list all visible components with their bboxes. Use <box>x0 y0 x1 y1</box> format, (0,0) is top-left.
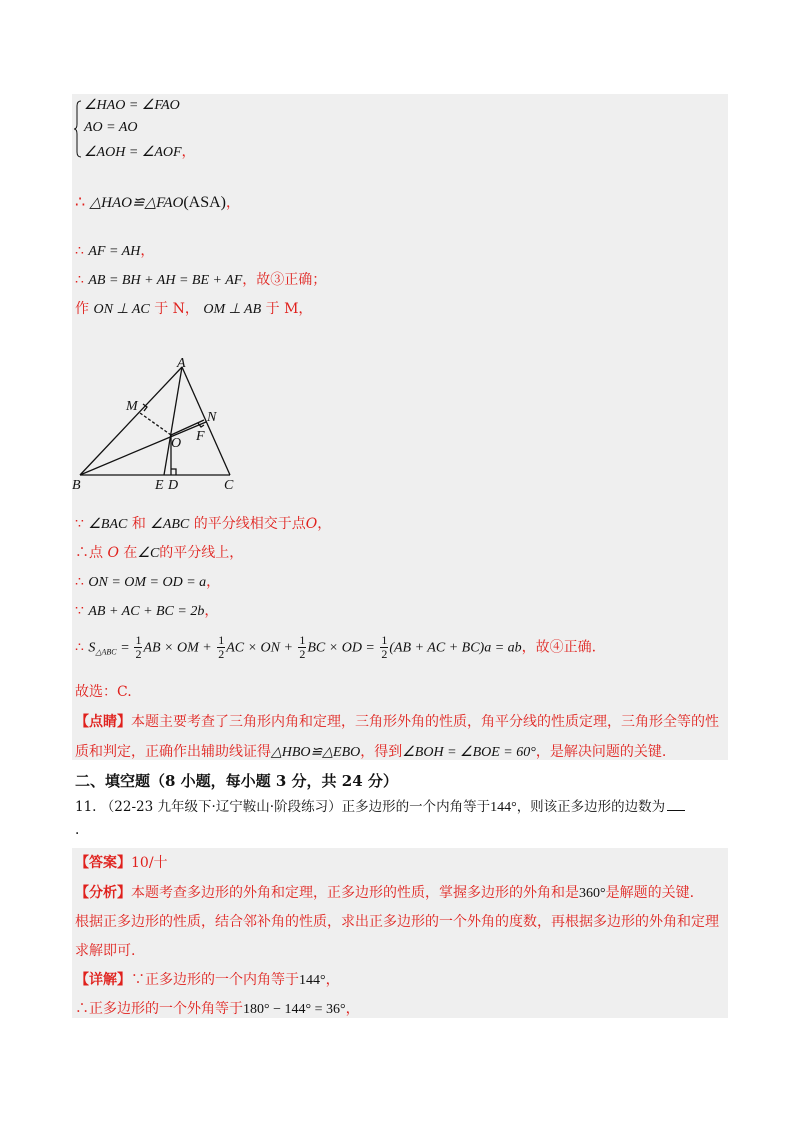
triangle-figure <box>70 355 250 495</box>
fraction-half-4: $\frac{1}{2}$ <box>381 633 388 661</box>
side-ac <box>182 367 230 475</box>
label-d: D <box>168 478 179 493</box>
detail-line-1: 【详解】∵正多边形的一个内角等于144°， <box>75 972 340 988</box>
analysis-line-2: 根据正多边形的性质，结合邻补角的性质，求出正多边形的一个外角的度数，再根据多边形的外角和定理 <box>75 914 719 930</box>
label-a: A <box>177 356 186 371</box>
detail-line-2: ∴正多边形的一个外角等于180° − 144° = 36°， <box>75 1001 360 1017</box>
system-line-3: ∠AOH = ∠AOF， <box>84 144 196 160</box>
label-m: M <box>126 399 138 414</box>
system-line-1: ∠HAO = ∠FAO <box>84 98 180 113</box>
analysis-line-3: 求解即可. <box>75 943 136 959</box>
segment-bf <box>80 422 206 475</box>
fraction-half-1: $\frac{1}{2}$ <box>135 633 142 661</box>
construction-line: 作 ON ⊥ AC 于 N， OM ⊥ AB 于 M， <box>75 301 313 317</box>
area-line: ∴ $S_{\triangle ABC}$ = $\frac{1}{2}$ AB × OM + $\frac{1}{2}$ AC × ON + $\frac{1}{2}$ BC × OD = $\frac{1}{2}$ (AB + AC + BC)a = ab，故④正确. <box>75 633 597 661</box>
equal-distance-line: ∴ ON = OM = OD = a， <box>75 574 221 590</box>
fraction-half-2: $\frac{1}{2}$ <box>218 633 225 661</box>
label-n: N <box>207 410 217 425</box>
point-on-bisector-line: ∴点 O 在∠C的平分线上， <box>75 545 244 561</box>
fraction-half-3: $\frac{1}{2}$ <box>299 633 306 661</box>
segment-om <box>140 413 171 435</box>
answer-line: 【答案】10/十 <box>75 855 168 871</box>
label-b: B <box>72 478 81 493</box>
comment-line-1: 【点睛】本题主要考查了三角形内角和定理，三角形外角的性质，角平分线的性质定理，三角形全等的性 <box>75 714 719 730</box>
system-brace <box>74 100 82 158</box>
ab-equation-line: ∴ AB = BH + AH = BE + AF，故③正确； <box>75 272 327 288</box>
label-o: O <box>171 436 182 451</box>
question-11: 11. （22-23 九年级下·辽宁鞍山·阶段练习）正多边形的一个内角等于144°，则该正多边形的边数为 <box>75 795 685 816</box>
comment-line-2: 质和判定，正确作出辅助线证得△HBO≌△EBO，得到∠BOH = ∠BOE = 60°，是解决问题的关键. <box>75 744 667 760</box>
label-c: C <box>224 478 234 493</box>
af-ah-line: ∴ AF = AH， <box>75 243 155 259</box>
congruence-line: ∴ △HAO≌△FAO(ASA)， <box>75 192 241 211</box>
choice-line: 故选：C. <box>75 684 132 700</box>
system-line-2: AO = AO <box>84 120 138 135</box>
answer-background <box>72 848 728 1018</box>
label-f: F <box>196 429 205 444</box>
bisector-line: ∵ ∠BAC 和 ∠ABC 的平分线相交于点O， <box>75 516 332 532</box>
perimeter-line: ∵ AB + AC + BC = 2b， <box>75 603 219 619</box>
right-angle-d <box>171 469 176 475</box>
section-title: 二、填空题（8 小题，每小题 3 分，共 24 分） <box>75 772 398 790</box>
analysis-line-1: 【分析】本题考查多边形的外角和定理，正多边形的性质，掌握多边形的外角和是360°是解题的关键. <box>75 885 695 901</box>
answer-blank <box>667 798 685 811</box>
label-e: E <box>155 478 164 493</box>
question-11-end: . <box>75 822 80 838</box>
